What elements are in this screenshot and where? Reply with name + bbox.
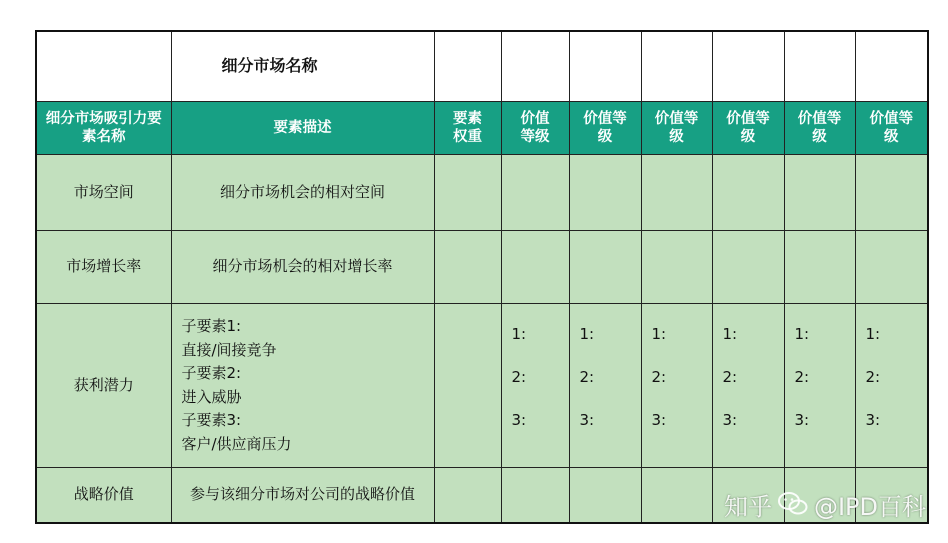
value-label: 2:: [511, 368, 527, 386]
value-label: 1:: [865, 325, 881, 343]
header-value-level: 价值等级: [712, 102, 784, 155]
value-cell: [569, 155, 641, 231]
value-cell: [501, 304, 569, 468]
factor-name: 市场增长率: [36, 231, 171, 304]
value-label: 2:: [794, 368, 810, 386]
table-row: [36, 155, 928, 231]
sub-factor-line: 子要素2:: [181, 364, 242, 382]
value-label: 1:: [651, 325, 667, 343]
table-row: [36, 231, 928, 304]
value-label: 2:: [722, 368, 738, 386]
weight-cell: [434, 468, 501, 524]
blank-cell: [434, 31, 501, 102]
header-row: [36, 102, 928, 155]
value-cell: [784, 231, 855, 304]
value-cell: [712, 231, 784, 304]
value-label: 3:: [579, 411, 595, 429]
value-label: 3:: [865, 411, 881, 429]
value-label: 2:: [651, 368, 667, 386]
sub-factor-line: 直接/间接竟争: [181, 340, 277, 359]
value-label: 1:: [511, 325, 527, 343]
value-cell: [501, 468, 569, 524]
value-label: 2:: [579, 368, 595, 386]
factor-description: [171, 304, 434, 468]
factor-name: 获利潜力: [36, 304, 171, 468]
header-weight: 要素权重: [434, 102, 501, 155]
value-label: 1:: [722, 325, 738, 343]
factor-name: 市场空间: [36, 155, 171, 231]
weight-cell: [434, 155, 501, 231]
header-value-level: 价值等级: [855, 102, 928, 155]
value-cell: [569, 468, 641, 524]
blank-cell: [641, 31, 712, 102]
weight-cell: [434, 304, 501, 468]
blank-cell: [855, 31, 928, 102]
value-label: 3:: [511, 411, 527, 429]
value-cell: [501, 155, 569, 231]
value-cell: [855, 304, 928, 468]
value-label: 3:: [651, 411, 667, 429]
value-cell: [569, 231, 641, 304]
value-cell: [641, 155, 712, 231]
header-value-level: 价值等级: [569, 102, 641, 155]
header-factor-name: 细分市场吸引力要素名称: [36, 102, 171, 155]
blank-cell: [712, 31, 784, 102]
value-cell: [855, 231, 928, 304]
factor-description: 参与该细分市场对公司的战略价值: [171, 468, 434, 524]
value-cell: [784, 304, 855, 468]
sub-factor-line: 子要素3:: [181, 411, 242, 429]
blank-cell: [784, 31, 855, 102]
factor-name: 战略价值: [36, 468, 171, 524]
value-cell: [641, 304, 712, 468]
sub-factor-line: 子要素1:: [181, 317, 242, 335]
factor-description: 细分市场机会的相对增长率: [171, 231, 434, 304]
value-cell: [712, 304, 784, 468]
value-label: 3:: [794, 411, 810, 429]
value-cell: [641, 468, 712, 524]
header-value-level: 价值等级: [784, 102, 855, 155]
blank-cell: [501, 31, 569, 102]
zhihu-brand: 知乎: [723, 492, 772, 521]
value-cell: [501, 231, 569, 304]
factor-description: 细分市场机会的相对空间: [171, 155, 434, 231]
value-label: 1:: [579, 325, 595, 343]
header-value-level: 价值等级: [501, 102, 569, 155]
blank-cell: [569, 31, 641, 102]
table-row: [36, 304, 928, 468]
value-cell: [784, 155, 855, 231]
weight-cell: [434, 231, 501, 304]
market-attractiveness-table: [35, 30, 929, 524]
blank-cell: [36, 31, 171, 102]
value-cell: [712, 155, 784, 231]
header-description: 要素描述: [171, 102, 434, 155]
value-cell: [641, 231, 712, 304]
value-cell: [855, 155, 928, 231]
value-label: 3:: [722, 411, 738, 429]
sub-factor-line: 进入威胁: [181, 387, 242, 406]
zhihu-watermark: [724, 486, 926, 522]
wechat-icon: [778, 491, 808, 517]
header-value-level: 价值等级: [641, 102, 712, 155]
value-cell: [569, 304, 641, 468]
value-label: 2:: [865, 368, 881, 386]
value-label: 1:: [794, 325, 810, 343]
account-name: @IPD百科: [813, 492, 926, 521]
title-row: [36, 31, 928, 102]
sub-factor-line: 客户/供应商压力: [181, 434, 292, 453]
segment-name-title: 细分市场名称: [171, 31, 434, 102]
